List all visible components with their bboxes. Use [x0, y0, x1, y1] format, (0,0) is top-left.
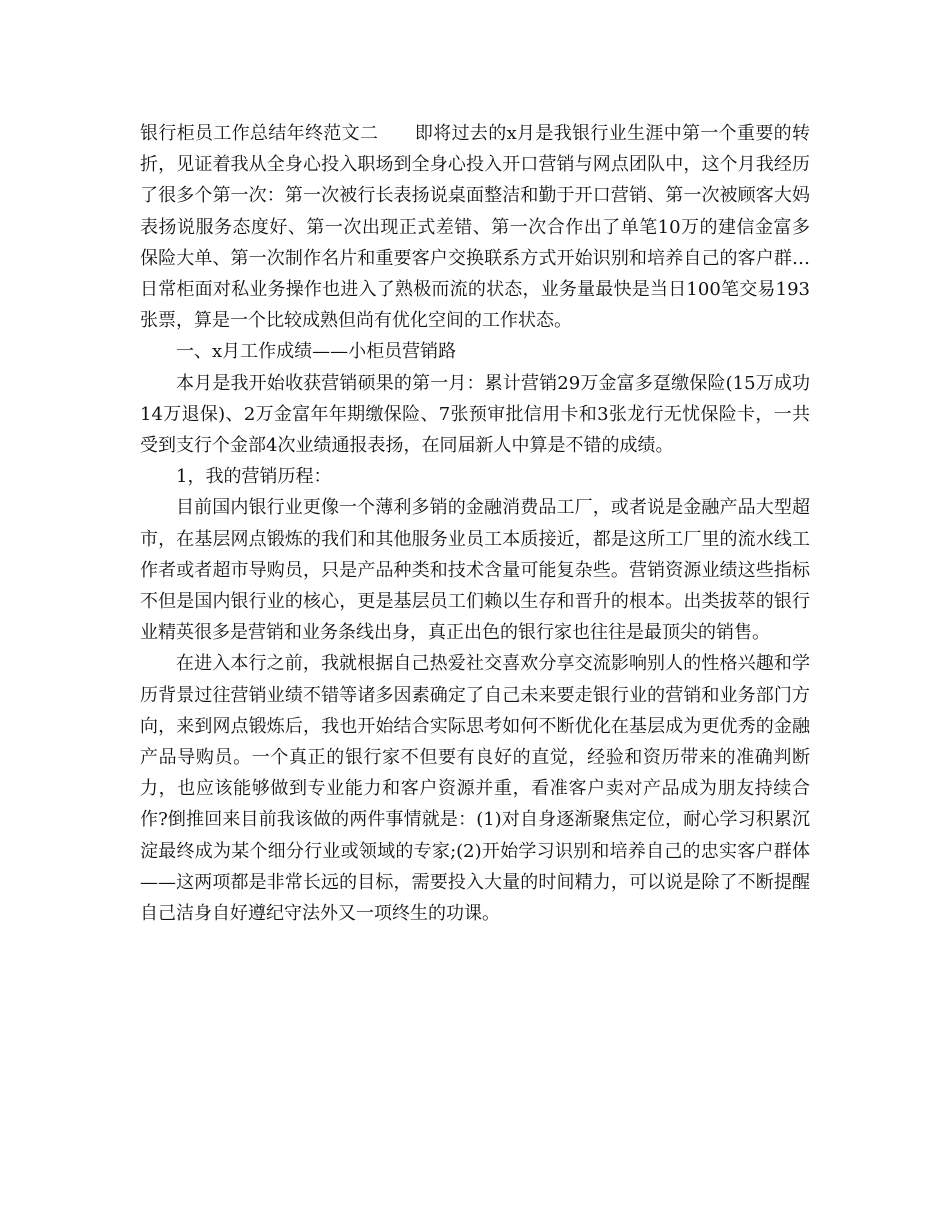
document-body: [140, 118, 810, 929]
achievements-paragraph: 本月是我开始收获营销硕果的第一月：累计营销29万金富多趸缴保险(15万成功14万退保)、2万金富年年期缴保险、7张预审批信用卡和3张龙行无忧保险卡，一共受到支行个金部4次业绩通报表扬，在同届新人中算是不错的成绩。: [140, 372, 810, 457]
section-heading: 一、x月工作成绩——小柜员营销路: [176, 341, 457, 363]
intro-paragraph: 银行柜员工作总结年终范文二 即将过去的x月是我银行业生涯中第一个重要的转折，见证着我从全身心投入职场到全身心投入开口营销与网点团队中，这个月我经历了很多个第一次：第一次被行长表扬说桌面整洁和勤于开口营销、第一次被顾客大妈表扬说服务态度好、第一次出现正式差错、第一次合作出了单笔10万的建信金富多保险大单、第一次制作名片和重要客户交换联系方式开始识别和培养自己的客户群…日常柜面对私业务操作也进入了熟极而流的状态，业务量最快是当日100笔交易193张票，算是一个比较成熟但尚有优化空间的工作状态。: [140, 123, 810, 332]
subsection-heading: 1，我的营销历程：: [176, 466, 332, 488]
industry-paragraph: 目前国内银行业更像一个薄利多销的金融消费品工厂，或者说是金融产品大型超市，在基层网点锻炼的我们和其他服务业员工本质接近，都是这所工厂里的流水线工作者或者超市导购员，只是产品种类和技术含量可能复杂些。营销资源业绩这些指标不但是国内银行业的核心，更是基层员工们赖以生存和晋升的根本。出类拔萃的银行业精英很多是营销和业务条线出身，真正出色的银行家也往往是最顶尖的销售。: [140, 497, 810, 644]
career-paragraph: 在进入本行之前，我就根据自己热爱社交喜欢分享交流影响别人的性格兴趣和学历背景过往营销业绩不错等诸多因素确定了自己未来要走银行业的营销和业务部门方向，来到网点锻炼后，我也开始结合实际思考如何不断优化在基层成为更优秀的金融产品导购员。一个真正的银行家不但要有良好的直觉，经验和资历带来的准确判断力，也应该能够做到专业能力和客户资源并重，看准客户卖对产品成为朋友持续合作?倒推回来目前我该做的两件事情就是：(1)对自身逐渐聚焦定位，耐心学习积累沉淀最终成为某个细分行业或领域的专家;(2)开始学习识别和培养自己的忠实客户群体——这两项都是非常长远的目标，需要投入大量的时间精力，可以说是除了不断提醒自己洁身自好遵纪守法外又一项终生的功课。: [140, 653, 810, 925]
